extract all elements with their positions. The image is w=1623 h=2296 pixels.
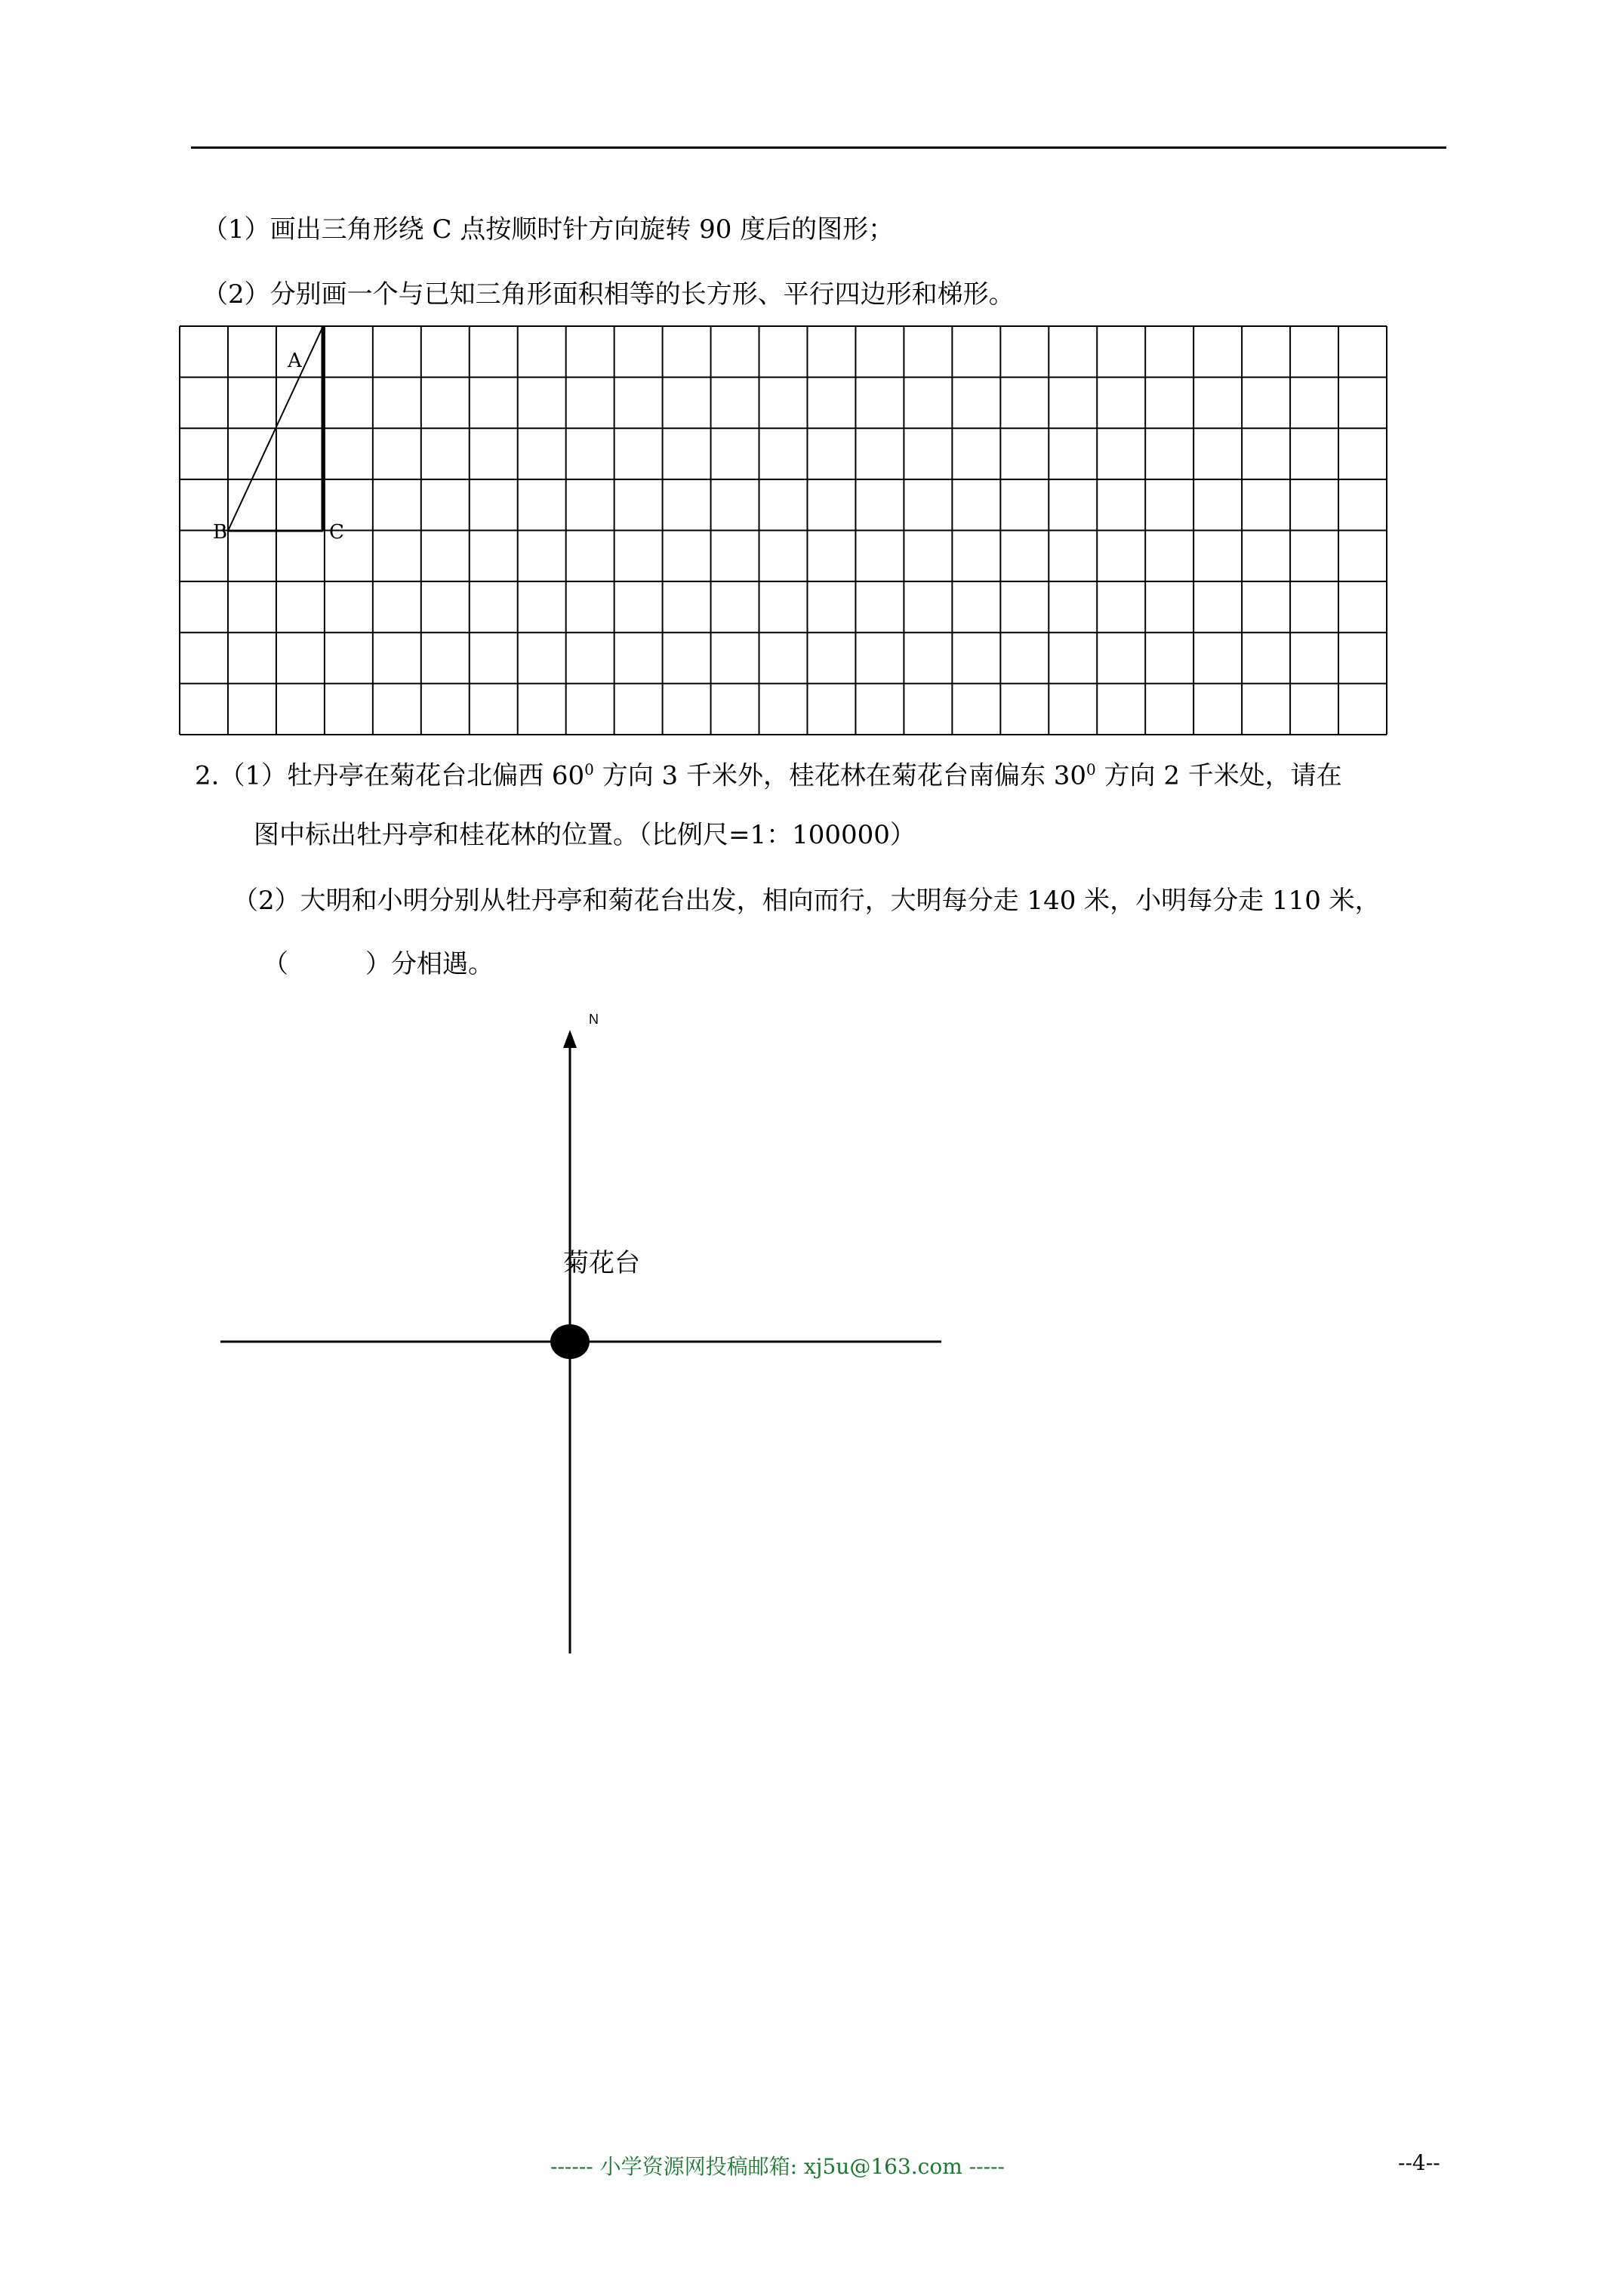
north-label: N [589, 1012, 599, 1027]
square-grid [180, 326, 1387, 735]
q2-line-1-part-b: 方向 3 千米外，桂花林在菊花台南偏东 30 [593, 760, 1087, 791]
label-b: B [213, 521, 228, 544]
q2-line-1-part-a: 2.（1）牡丹亭在菊花台北偏西 60 [195, 760, 585, 791]
q2-line-1 [195, 754, 1342, 791]
q2-line-1-part-c: 方向 2 千米处，请在 [1095, 760, 1342, 791]
degree-mark-2: 0 [1086, 760, 1096, 778]
footer-submission-email: ------ 小学资源网投稿邮箱: xj5u@163.com ----- [550, 2154, 1005, 2179]
q1-line-2: （2）分别画一个与已知三角形面积相等的长方形、平行四边形和梯形。 [202, 279, 1015, 310]
north-arrow-icon [563, 1030, 577, 1048]
triangle-abc [213, 326, 344, 544]
label-a: A [288, 350, 302, 372]
label-c: C [329, 521, 344, 544]
q1-line-1: （1）画出三角形绕 C 点按顺时针方向旋转 90 度后的图形； [202, 214, 895, 245]
q2-line-3: （2）大明和小明分别从牡丹亭和菊花台出发，相向而行，大明每分走 140 米，小明每分走 110 米， [233, 886, 1381, 916]
compass-diagram [220, 1012, 941, 1653]
q2-line-4: （ ）分相遇。 [263, 949, 494, 979]
page-number: --4-- [1398, 2150, 1440, 2175]
chrysanthemum-terrace-point [550, 1324, 590, 1359]
chrysanthemum-terrace-label: 菊花台 [563, 1248, 640, 1278]
degree-mark-1: 0 [584, 760, 594, 778]
q2-line-2: 图中标出牡丹亭和桂花林的位置。（比例尺=1：100000） [254, 820, 916, 850]
